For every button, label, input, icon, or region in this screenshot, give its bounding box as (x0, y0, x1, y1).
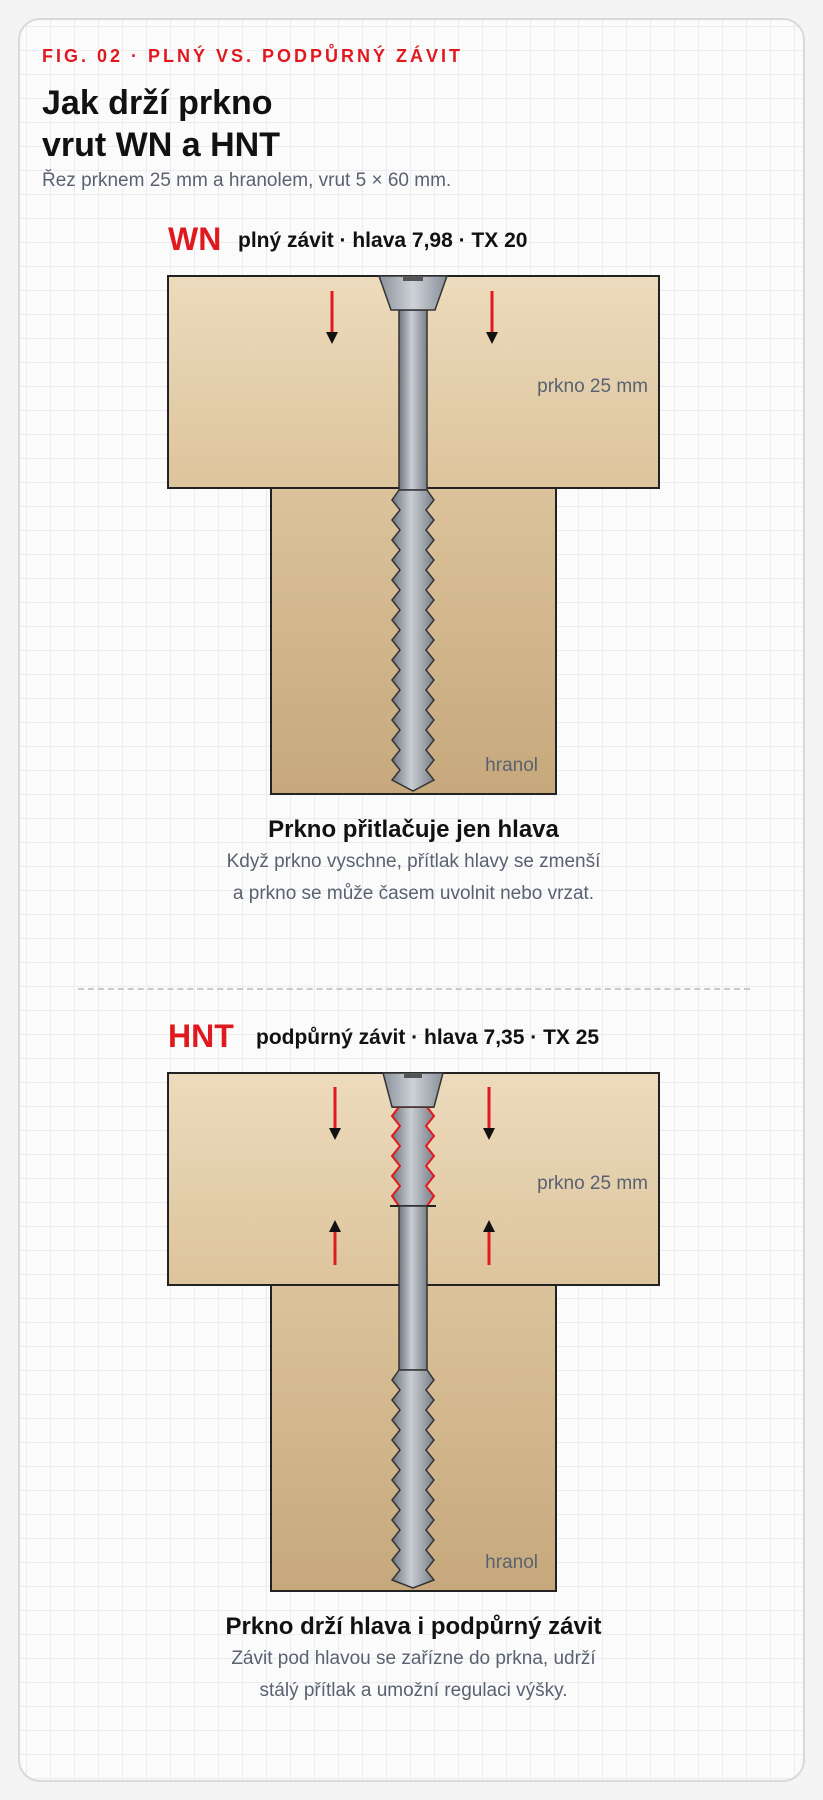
wn-plank-label: prkno 25 mm (537, 376, 648, 397)
hnt-section (168, 1018, 659, 1591)
hnt-caption-line-1: Závit pod hlavou se zařízne do prkna, udrží (231, 1648, 596, 1669)
wn-caption-text (20, 846, 805, 910)
hnt-name: HNT (168, 1018, 234, 1054)
page-subtitle: Řez prknem 25 mm a hranolem, vrut 5 × 60 mm. (42, 170, 452, 191)
wn-caption-line-1: Když prkno vyschne, přítlak hlavy se zmenší (226, 851, 601, 872)
hnt-beam-label: hranol (485, 1552, 538, 1573)
wn-section (168, 221, 659, 794)
wn-screw-head (379, 276, 447, 310)
hnt-plank-label: prkno 25 mm (537, 1173, 648, 1194)
hnt-screw-drive (404, 1074, 422, 1078)
hnt-caption-text (20, 1643, 805, 1707)
hnt-caption-title: Prkno drží hlava i podpůrný závit (225, 1613, 602, 1640)
hnt-screw-thread (392, 1370, 434, 1588)
wn-caption-title: Prkno přitlačuje jen hlava (268, 816, 559, 843)
hnt-caption-line-2: stálý přítlak a umožní regulaci výšky. (259, 1680, 568, 1701)
section-divider (78, 988, 750, 990)
title-line-1: Jak drží prkno (42, 84, 273, 122)
wn-caption-line-2: a prkno se může časem uvolnit nebo vrzat. (232, 883, 595, 904)
figure-label: FIG. 02 · PLNÝ VS. PODPŮRNÝ ZÁVIT (42, 46, 464, 66)
wn-name: WN (168, 221, 222, 257)
hnt-screw-shank (399, 1206, 427, 1370)
wn-screw-drive (403, 277, 423, 281)
hnt-support-thread (392, 1107, 434, 1206)
wn-spec: plný závit · hlava 7,98 · TX 20 (238, 229, 528, 252)
wn-screw-shank (399, 310, 427, 490)
hnt-spec: podpůrný závit · hlava 7,35 · TX 25 (256, 1026, 600, 1049)
wn-beam-label: hranol (485, 755, 538, 776)
hnt-screw-head (383, 1073, 443, 1107)
wn-screw-thread (392, 490, 434, 791)
title-line-2: vrut WN a HNT (42, 126, 280, 164)
figure-card (18, 18, 805, 1782)
